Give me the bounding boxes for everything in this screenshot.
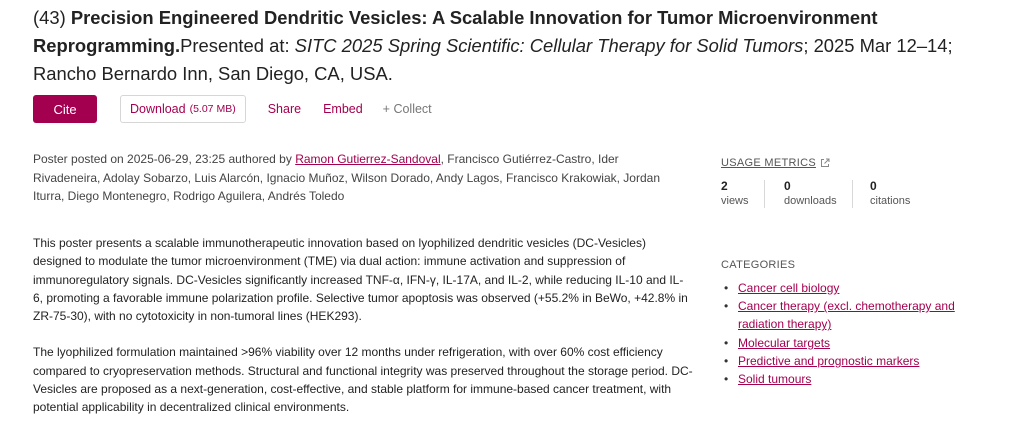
category-item: • Cancer cell biology	[724, 281, 840, 295]
category-item: • Solid tumours	[724, 372, 812, 387]
category-link[interactable]: Predictive and prognostic markers	[738, 353, 920, 368]
category-link[interactable]: Solid tumours	[738, 372, 812, 387]
usage-metrics-link[interactable]	[721, 157, 830, 169]
category-link[interactable]: Cancer cell biology	[738, 281, 840, 295]
external-link-icon	[820, 158, 830, 168]
metric-citations	[853, 178, 910, 208]
category-item: • Molecular targets	[724, 335, 831, 350]
category-item: • Predictive and prognostic markers	[724, 353, 920, 368]
lead-author-link[interactable]: Ramon Gutierrez-Sandoval	[295, 152, 441, 166]
metric-value: 0	[870, 179, 877, 193]
category-link[interactable]: Cancer therapy (excl. chemotherapy and radiation therapy)	[738, 299, 955, 332]
metric-value: 2	[721, 179, 728, 193]
cite-button[interactable]: Cite	[33, 95, 97, 123]
item-title-text: Precision Engineered Dendritic Vesicles: A Scalable Innovation for Tumor Microenvironment Reprogramming.	[33, 7, 878, 56]
usage-metrics-heading: USAGE METRICS	[721, 157, 816, 169]
embed-link[interactable]: Embed	[323, 102, 363, 116]
categories-heading: CATEGORIES	[721, 259, 796, 271]
abstract	[33, 234, 693, 435]
usage-metrics	[721, 178, 910, 208]
presented-prefix: Presented at:	[180, 35, 295, 56]
presented-suffix: ; 2025 Mar 12–14; Rancho Bernardo Inn, San Diego, CA, USA.	[33, 35, 953, 84]
metric-value: 0	[784, 179, 791, 193]
byline	[33, 150, 673, 206]
collect-link[interactable]: + Collect	[382, 102, 432, 116]
category-item: • Cancer therapy (excl. chemotherapy and radiation therapy)	[724, 299, 955, 332]
byline-prefix: Poster posted on 2025-06-29, 23:25 authored by	[33, 152, 296, 166]
conference-name: SITC 2025 Spring Scientific: Cellular Therapy for Solid Tumors	[294, 35, 804, 56]
other-authors: , Francisco Gutiérrez-Castro, Ider Rivadeneira, Adolay Sobarzo, Luis Alarcón, Ignacio Muñoz, Wilson Dorado, Andy Lagos, Francisco Krakowiak, Jordan Iturra, Diego Montenegro, Rodrigo Aguilera, Andrés Toledo	[33, 152, 660, 203]
abstract-paragraph: This poster presents a scalable immunotherapeutic innovation based on lyophilized dendritic vesicles (DC-Vesicles) designed to modulate the tumor microenvironment (TME) via dual action: immune activation and suppression of immunoregulatory signals. DC-Vesicles significantly increased TNF-α, IFN-γ, IL-17A, and IL-2, while reducing IL-10 and IL-6, promoting a favorable immune polarization profile. Selective tumor apoptosis was observed (+55.2% in BeWo, +42.8% in ZR-75-30), with no cytotoxicity in non-tumoral lines (HEK293).	[33, 236, 688, 324]
download-size: (5.07 MB)	[189, 103, 236, 115]
metric-label: downloads	[784, 195, 837, 207]
share-link[interactable]: Share	[267, 102, 302, 116]
abstract-paragraph: The lyophilized formulation maintained >96% viability over 12 months under refrigeration, with over 60% cost efficiency compared to cryopreservation methods. Structural and functional integrity was preserved throughout the storage period. DC-Vesicles are proposed as a next-generation, cost-effective, and stable platform for immune-based cancer treatment, with potential applicability in decentralized clinical environments.	[33, 345, 693, 415]
metric-downloads	[765, 178, 852, 208]
categories-list	[721, 279, 981, 388]
category-link[interactable]: Molecular targets	[738, 335, 831, 350]
item-title	[33, 4, 993, 88]
item-number: (43)	[33, 7, 66, 28]
metric-label: citations	[870, 195, 911, 207]
action-bar	[33, 95, 432, 123]
download-label: Download	[130, 102, 186, 116]
metric-label: views	[721, 195, 749, 207]
download-button[interactable]	[120, 95, 246, 123]
metric-views	[721, 178, 764, 208]
